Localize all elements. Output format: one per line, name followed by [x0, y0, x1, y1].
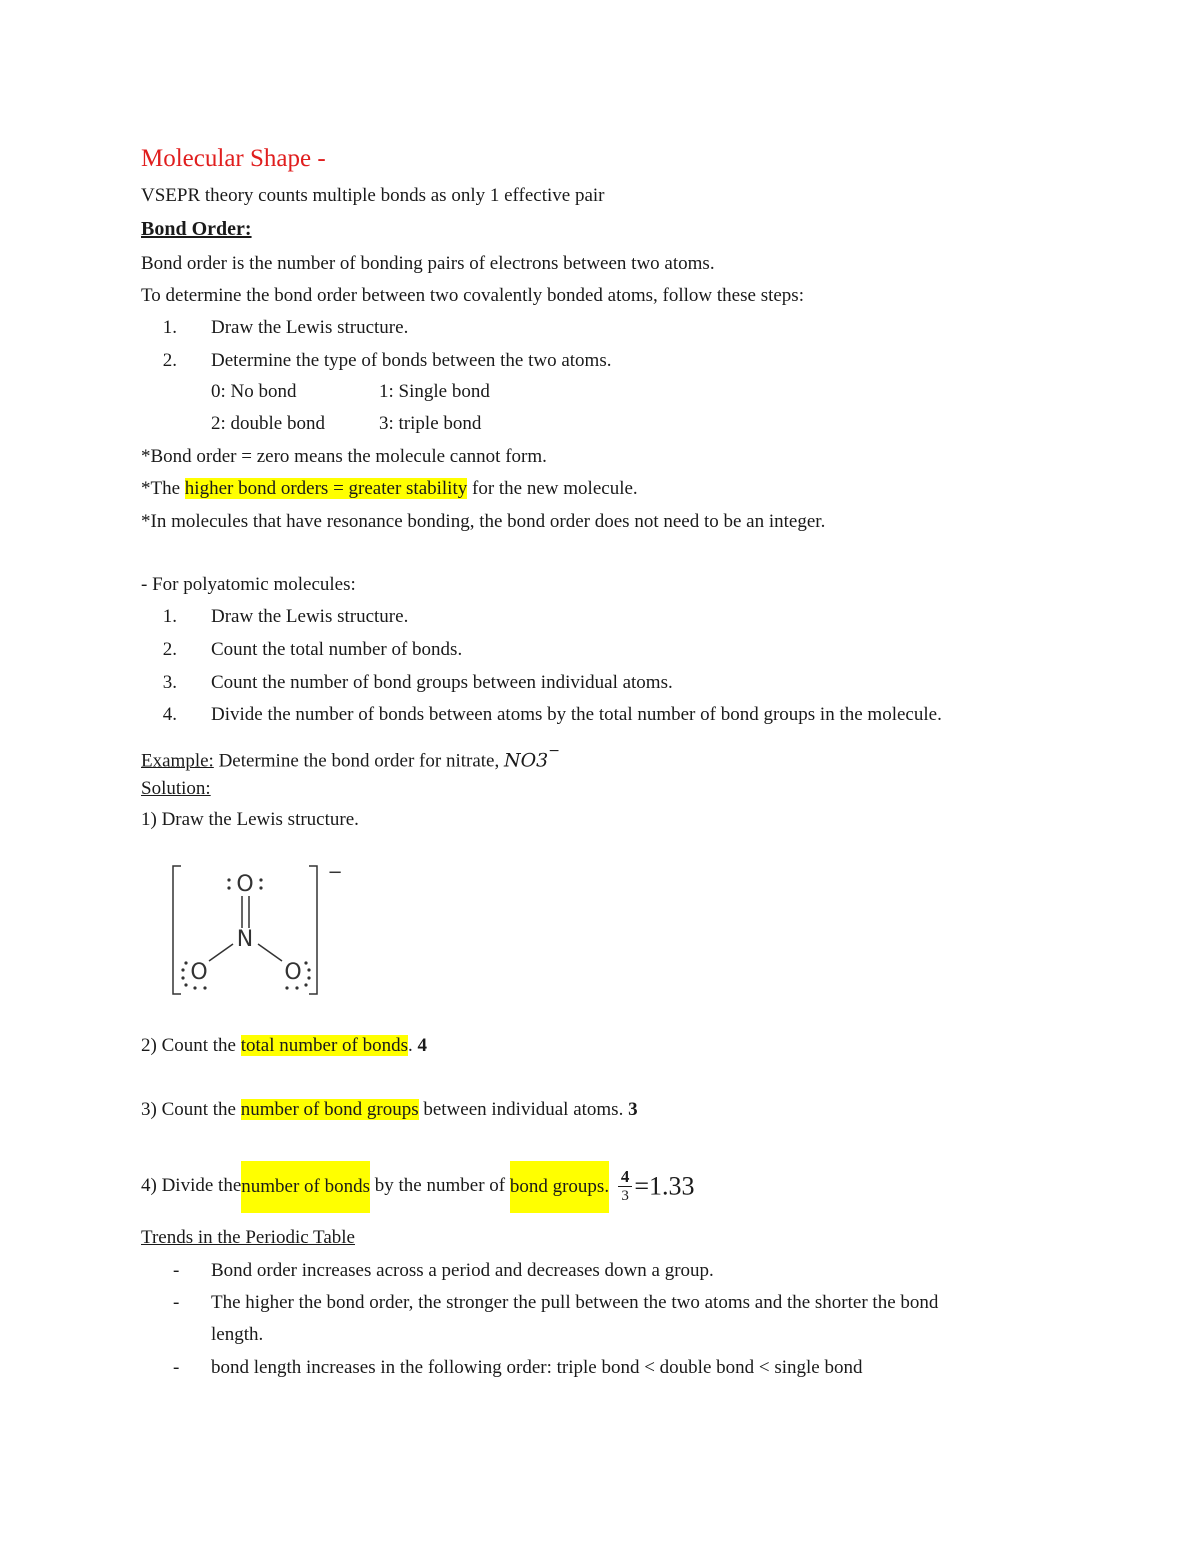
highlight-number-of-bonds: number of bonds [241, 1161, 370, 1213]
trends-heading: Trends in the Periodic Table [141, 1227, 355, 1248]
list-text: The higher the bond order, the stronger the pull between the two atoms and the shorter the bond [211, 1292, 939, 1313]
atom-n-central: N [236, 927, 254, 952]
nitrate-formula: NO3 [503, 749, 549, 772]
atom-o-top: O [236, 872, 254, 897]
list-item [141, 639, 462, 661]
fraction-result: =1.33 [634, 1171, 695, 1201]
list-item [141, 606, 408, 628]
single-bond-left [209, 944, 233, 961]
lone-pair-dot [307, 968, 310, 971]
lone-pair-dot [184, 961, 187, 964]
list-text: bond length increases in the following order: triple bond < double bond < single bond [211, 1357, 863, 1378]
list-text: Divide the number of bonds between atoms by the total number of bond groups in the molecule. [211, 704, 942, 725]
list-text: length. [211, 1324, 264, 1345]
lone-pair-dot [193, 986, 196, 989]
list-number: 1. [162, 606, 177, 627]
list-item [173, 1357, 862, 1379]
step4-mid: by the number of [370, 1175, 510, 1196]
lone-pair-dot [227, 878, 230, 881]
list-number: 3. [162, 672, 177, 693]
list-item [173, 1260, 714, 1282]
list-number: 2. [162, 350, 177, 371]
list-item [141, 672, 673, 694]
single-bond-right [258, 944, 282, 961]
nitrate-charge: − [548, 743, 561, 759]
highlight-higher-bond-orders: higher bond orders = greater stability [184, 478, 468, 499]
lone-pair-dot [295, 986, 298, 989]
lone-pair-dot [307, 976, 310, 979]
lone-pair-dot [259, 878, 262, 881]
list-item-continuation [173, 1324, 263, 1346]
note-higher-prefix: *The [141, 478, 185, 499]
step3-value: 3 [628, 1099, 638, 1120]
step3-suffix: between individual atoms. [418, 1099, 629, 1120]
list-text: Count the total number of bonds. [211, 639, 463, 660]
lone-pair-dot [259, 886, 262, 889]
list-text: Count the number of bond groups between individual atoms. [211, 672, 673, 693]
bond-type-two: 2: double bond [211, 413, 325, 434]
solution-step-2 [141, 1035, 427, 1057]
step2-value: 4 [417, 1035, 428, 1056]
example-text: Determine the bond order for nitrate, [213, 750, 504, 772]
bullet-dash: - [173, 1357, 180, 1378]
fraction [618, 1168, 633, 1205]
lone-pair-dot [184, 983, 187, 986]
note-resonance: *In molecules that have resonance bonding, the bond order does not need to be an integer. [141, 511, 826, 532]
list-item [173, 1292, 938, 1314]
solution-label: Solution: [141, 778, 211, 799]
list-text: Draw the Lewis structure. [211, 317, 409, 338]
bond-type-zero: 0: No bond [211, 381, 297, 402]
bond-type-three: 3: triple bond [379, 413, 482, 434]
ion-charge: − [327, 862, 343, 883]
atom-o-left: O [190, 960, 208, 985]
note-higher [141, 478, 638, 500]
list-number: 2. [162, 639, 177, 660]
step4-prefix: 4) Divide the [141, 1175, 242, 1196]
lone-pair-dot [181, 968, 184, 971]
lone-pair-dot [304, 961, 307, 964]
highlight-bond-groups: number of bond groups [240, 1099, 419, 1120]
left-bracket [173, 866, 181, 994]
bond-order-definition: Bond order is the number of bonding pairs of electrons between two atoms. [141, 253, 715, 274]
step2-prefix: 2) Count the [141, 1035, 241, 1056]
list-item [141, 704, 942, 726]
list-text: Draw the Lewis structure. [211, 606, 409, 627]
highlight-bond-groups-2: bond groups. [510, 1161, 609, 1213]
list-item [141, 350, 611, 372]
step3-prefix: 3) Count the [141, 1099, 241, 1120]
steps-intro: To determine the bond order between two covalently bonded atoms, follow these steps: [141, 285, 804, 306]
lone-pair-dot [285, 986, 288, 989]
list-number: 1. [162, 317, 177, 338]
solution-step-3 [141, 1099, 638, 1121]
note-higher-suffix: for the new molecule. [467, 478, 638, 499]
solution-step-4 [141, 1160, 695, 1213]
fraction-numerator: 4 [618, 1168, 633, 1187]
atom-o-right: O [284, 960, 302, 985]
fraction-denominator: 3 [621, 1188, 629, 1205]
example-line [141, 744, 560, 772]
bullet-dash: - [173, 1292, 180, 1313]
solution-step-1: 1) Draw the Lewis structure. [141, 809, 359, 830]
right-bracket [309, 866, 317, 994]
list-text: Determine the type of bonds between the two atoms. [211, 350, 612, 371]
list-text: Bond order increases across a period and decreases down a group. [211, 1260, 714, 1281]
note-zero: *Bond order = zero means the molecule cannot form. [141, 446, 547, 467]
bullet-dash: - [173, 1260, 180, 1281]
bond-order-heading: Bond Order: [141, 218, 252, 240]
page-title: Molecular Shape - [141, 145, 326, 172]
lone-pair-dot [227, 886, 230, 889]
bond-type-one: 1: Single bond [379, 381, 490, 402]
lone-pair-dot [181, 976, 184, 979]
lewis-structure [165, 858, 355, 1000]
vsepr-note: VSEPR theory counts multiple bonds as only 1 effective pair [141, 185, 605, 206]
list-item [141, 317, 408, 339]
lone-pair-dot [304, 983, 307, 986]
polyatomic-intro: - For polyatomic molecules: [141, 574, 356, 595]
step2-suffix: . [408, 1035, 418, 1056]
list-number: 4. [162, 704, 177, 725]
highlight-total-bonds: total number of bonds [240, 1035, 409, 1056]
example-label: Example: [141, 750, 214, 772]
lone-pair-dot [203, 986, 206, 989]
